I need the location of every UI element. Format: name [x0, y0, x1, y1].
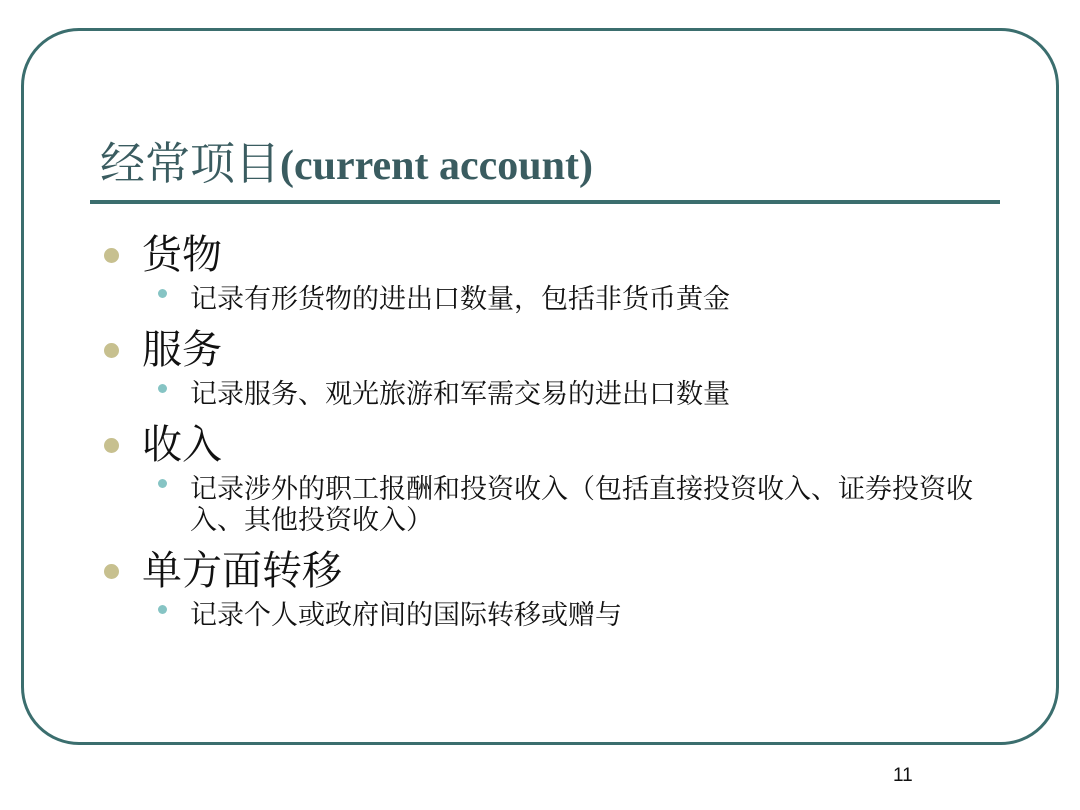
sub-bullet-goods — [100, 284, 1000, 315]
bullet-item-services — [100, 321, 1000, 379]
sub-bullet-text: 记录服务、观光旅游和军需交易的进出口数量 — [190, 379, 730, 410]
bullet-heading: 货物 — [142, 232, 222, 278]
bullet-heading: 单方面转移 — [142, 548, 342, 594]
sub-bullet-dot-icon — [158, 479, 167, 488]
sub-bullet-dot-icon — [158, 384, 167, 393]
slide-title-english: (current account) — [280, 143, 593, 189]
bullet-dot-icon — [104, 564, 119, 579]
bullet-dot-icon — [104, 343, 119, 358]
bullet-heading: 收入 — [142, 422, 222, 468]
sub-bullet-dot-icon — [158, 605, 167, 614]
bullet-dot-icon — [104, 248, 119, 263]
sub-bullet-dot-icon — [158, 289, 167, 298]
bullet-item-goods — [100, 226, 1000, 284]
bullet-heading: 服务 — [142, 327, 222, 373]
slide-title — [100, 134, 593, 196]
sub-bullet-text: 记录涉外的职工报酬和投资收入（包括直接投资收入、证券投资收入、其他投资收入） — [190, 474, 973, 536]
title-underline — [90, 200, 1000, 204]
sub-bullet-unilateral-transfers — [100, 600, 1000, 631]
sub-bullet-services — [100, 379, 1000, 410]
bullet-list — [100, 226, 1000, 637]
sub-bullet-text: 记录有形货物的进出口数量，包括非货币黄金 — [190, 284, 730, 315]
bullet-dot-icon — [104, 438, 119, 453]
sub-bullet-income — [100, 474, 1000, 536]
bullet-item-income — [100, 416, 1000, 474]
sub-bullet-text: 记录个人或政府间的国际转移或赠与 — [190, 600, 622, 631]
slide-title-chinese: 经常项目 — [100, 137, 281, 190]
bullet-item-unilateral-transfers — [100, 542, 1000, 600]
page-number: 11 — [893, 765, 913, 786]
